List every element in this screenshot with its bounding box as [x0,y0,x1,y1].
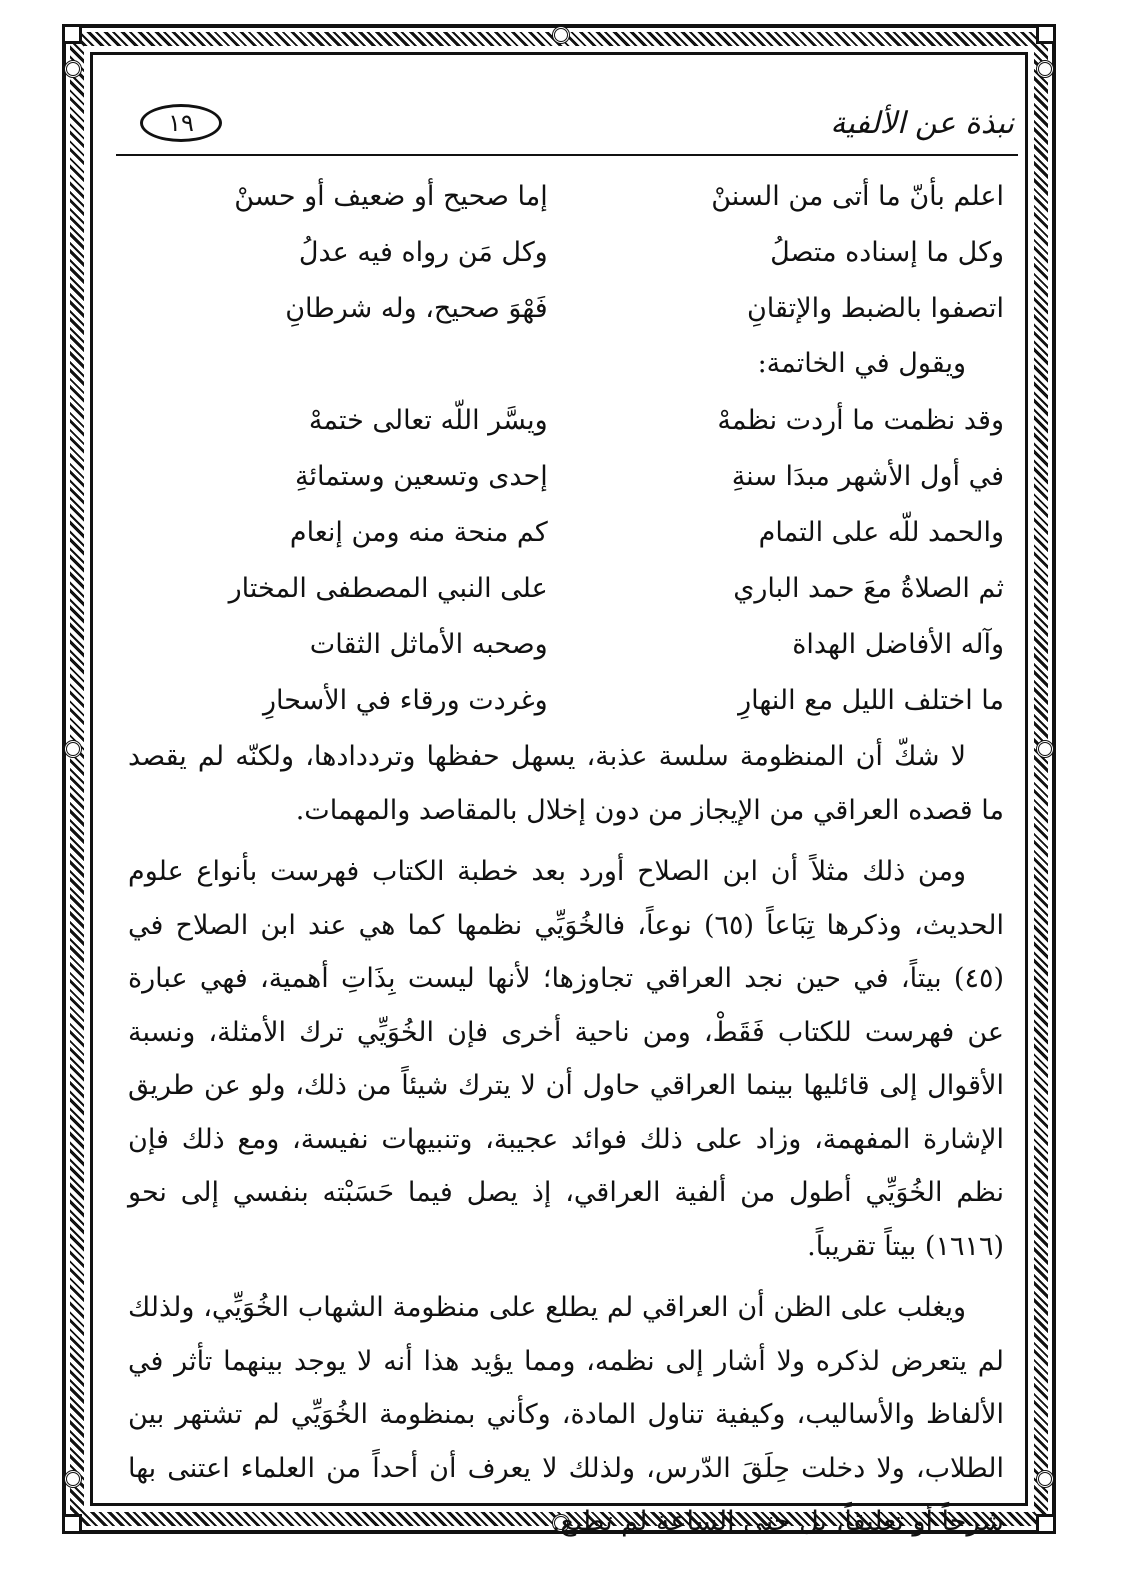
verse-first-hemistich: والحمد للّه على التمام [758,516,1004,548]
verse-row [128,448,1004,504]
verse-second-hemistich: وصحبه الأماثل الثقات [309,628,548,660]
border-ring-ornament [64,1470,82,1488]
running-title: نبذة عن الألفية [830,106,1014,141]
corner-ornament [1036,1514,1056,1534]
verse-row [128,224,1004,280]
border-ring-ornament [64,60,82,78]
border-ring-ornament [64,740,82,758]
verse-first-hemistich: وكل ما إسناده متصلُ [770,236,1004,268]
page-content [128,168,1004,1557]
verse-second-hemistich: وغردت ورقاء في الأسحارِ [262,684,548,716]
page-header [116,98,1018,156]
corner-ornament [62,1514,82,1534]
body-paragraph: ومن ذلك مثلاً أن ابن الصلاح أورد بعد خطبة الكتاب فهرست بأنواع علوم الحديث، وذكرها تِبَاعاً (٦٥) نوعاً، فالخُوَيِّي نظمها كما هي عند ابن الصلاح في (٤٥) بيتاً، في حين نجد العراقي تجاوزها؛ لأنها ليست بِذَاتِ أهمية، فهي عبارة عن فهرست للكتاب فَقَطْ، ومن ناحية أخرى فإن الخُوَيِّي ترك الأمثلة، ونسبة الأقوال إلى قائليها بينما العراقي حاول أن لا يترك شيئاً من ذلك، ولو عن طريق الإشارة المفهمة، وزاد على ذلك فوائد عجيبة، وتنبيهات نفيسة، ومع ذلك فإن نظم الخُوَيِّي أطول من ألفية العراقي، إذ يصل فيما حَسَبْته بنفسي إلى نحو (١٦١٦) بيتاً تقريباً. [128,856,1005,1262]
border-ring-ornament [1036,1470,1054,1488]
verse-second-hemistich: كم منحة منه ومن إنعام [289,516,548,548]
verse-second-hemistich: إما صحيح أو ضعيف أو حسنْ [234,180,548,212]
border-ring-ornament [1036,60,1054,78]
verse-first-hemistich: وقد نظمت ما أردت نظمهْ [717,404,1004,436]
verse-first-hemistich: في أول الأشهر مبدَا سنةِ [731,460,1004,492]
verse-first-hemistich: ما اختلف الليل مع النهارِ [738,684,1004,716]
corner-ornament [62,24,82,44]
verse-second-hemistich: وكل مَن رواه فيه عدلُ [298,236,548,268]
verse-first-hemistich: ثم الصلاةُ معَ حمد الباري [733,572,1004,604]
verse-row [128,280,1004,336]
verse-second-hemistich: ويسَّر اللّه تعالى ختمهْ [308,404,548,436]
body-paragraph: لا شكّ أن المنظومة سلسة عذبة، يسهل حفظها وترددادها، ولكنّه لم يقصد ما قصده العراقي من الإيجاز من دون إخلال بالمقاصد والمهمات. [128,741,1004,826]
intro-line: ويقول في الخاتمة: [757,348,966,379]
corner-ornament [1036,24,1056,44]
verse-row [128,616,1004,672]
verse-first-hemistich: وآله الأفاضل الهداة [792,628,1004,660]
border-ring-ornament [1036,740,1054,758]
border-ring-ornament [552,26,570,44]
verse-first-hemistich: اعلم بأنّ ما أتى من السننْ [711,180,1004,212]
page-number: ١٩ [140,104,222,142]
verse-row [128,504,1004,560]
verse-second-hemistich: على النبي المصطفى المختار [228,572,548,604]
verse-second-hemistich: إحدى وتسعين وستمائةِ [295,460,548,492]
verse-row [128,392,1004,448]
verse-second-hemistich: فَهْوَ صحيح، وله شرطانِ [285,292,548,324]
verse-row [128,168,1004,224]
verse-first-hemistich: اتصفوا بالضبط والإتقانِ [746,292,1004,324]
body-paragraph: ويغلب على الظن أن العراقي لم يطلع على منظومة الشهاب الخُوَيِّي، ولذلك لم يتعرض لذكره ولا أشار إلى نظمه، ومما يؤيد هذا أنه لا يوجد بينهما تأثر في الألفاظ والأساليب، وكيفية تناول المادة، وكأني بمنظومة الخُوَيِّي لم تشتهر بين الطلاب، ولا دخلت حِلَقَ الدّرس، ولذلك لا يعرف أن أحداً من العلماء اعتنى بها شرحاً أو تعليقاً، بل حتى الساعة لم تطبع. [128,1292,1004,1537]
verse-row [128,672,1004,728]
verse-row [128,560,1004,616]
